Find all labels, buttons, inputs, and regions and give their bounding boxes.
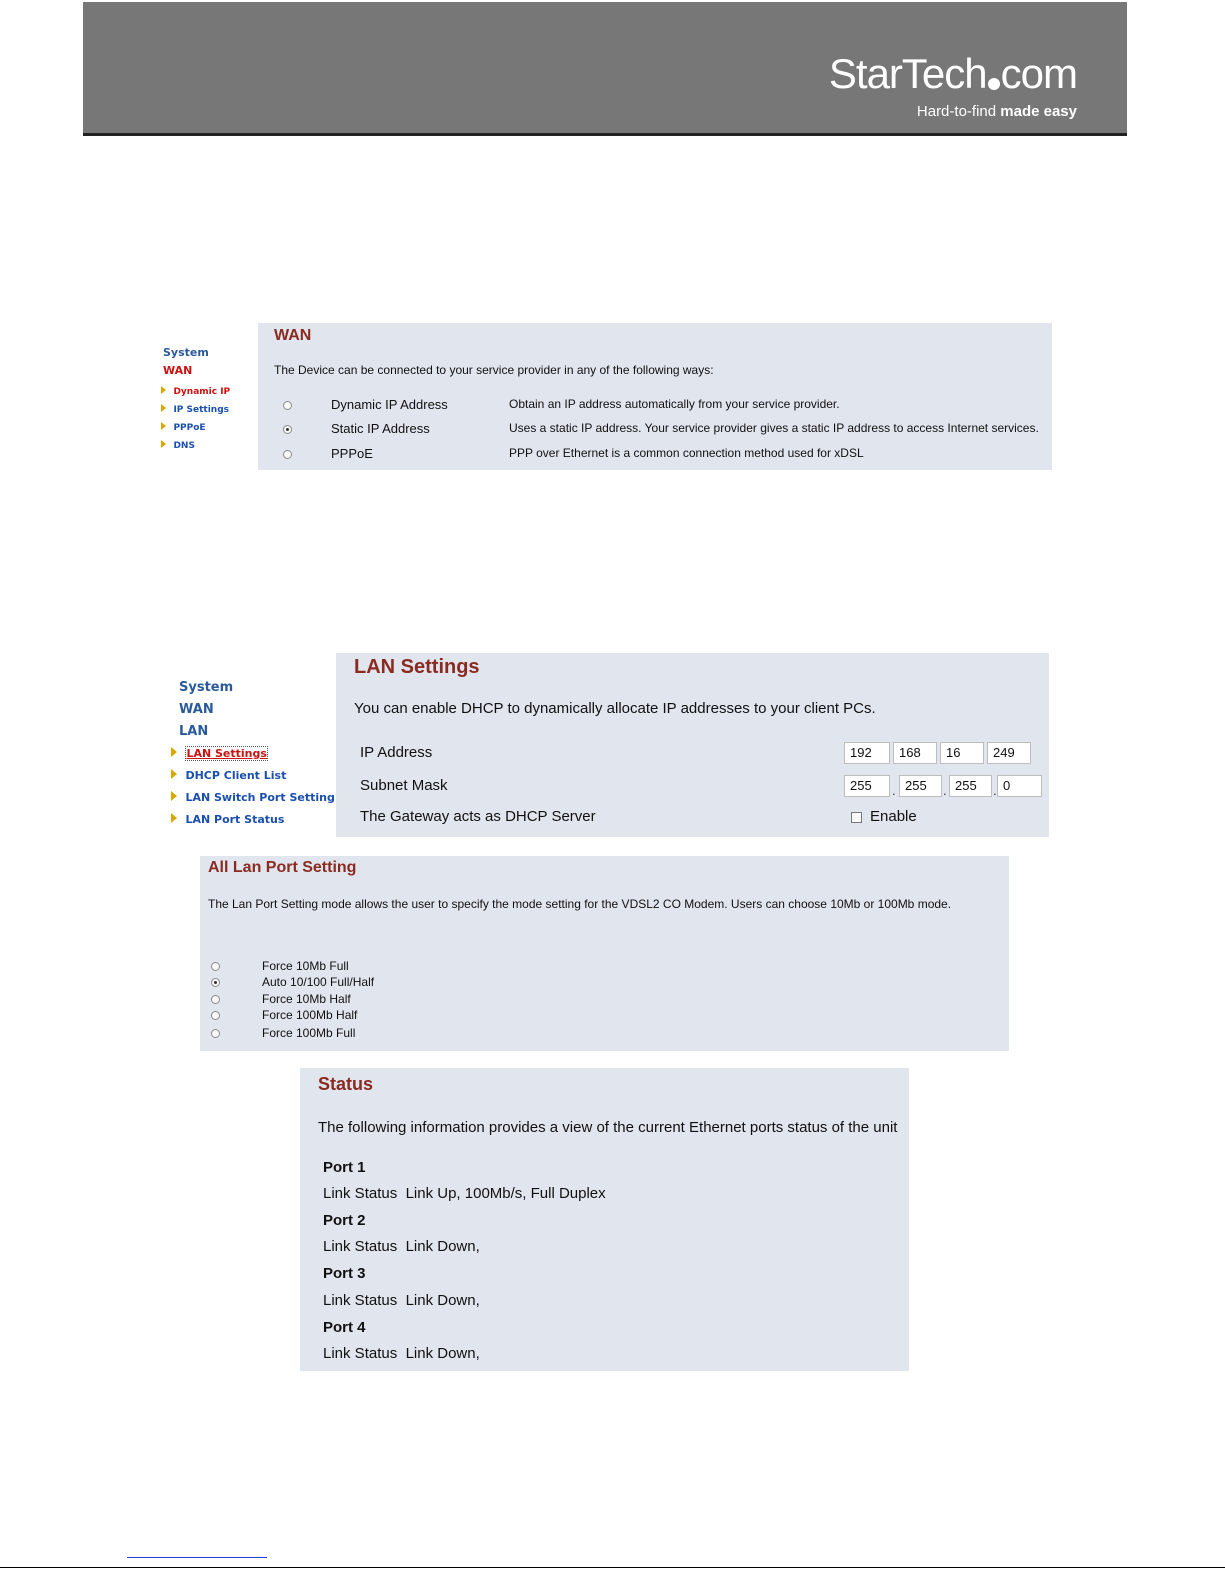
port-name: Port 4 [323,1319,366,1336]
lan-port-setting-panel [200,856,1009,1051]
port-status-row [323,1185,606,1202]
port-setting-intro: The Lan Port Setting mode allows the user to specify the mode setting for the VDSL2 CO Modem. Users can choose 10Mb or 100Mb mode. [208,897,952,911]
subnav-label: LAN Switch Port Setting [185,791,335,804]
mask-dot-separator: . [993,783,997,798]
port-name: Port 3 [323,1265,366,1282]
wan-option-desc: PPP over Ethernet is a common connection method used for xDSL [509,446,864,460]
logo-text-main: StarTech [828,50,987,97]
wan-panel [258,323,1052,470]
link-status-value: Link Up, 100Mb/s, Full Duplex [405,1185,606,1202]
lan-subnav-dhcp-client-list[interactable] [171,766,286,784]
wan-subnav-dns[interactable] [161,435,195,453]
port-mode-radio[interactable] [211,1029,220,1038]
port-status-row [323,1238,480,1255]
wan-subnav-pppoe[interactable] [161,417,206,435]
link-status-value: Link Down, [405,1292,480,1309]
link-status-label: Link Status [323,1238,398,1255]
arrow-right-icon [161,386,166,394]
wan-subnav-ip-settings[interactable] [161,399,229,417]
arrow-right-icon [171,791,177,801]
port-mode-radio[interactable] [211,1011,220,1020]
mask-dot-separator: . [943,783,947,798]
wan-option-desc: Uses a static IP address. Your service provider gives a static IP address to access Internet services. [509,421,1039,435]
arrow-right-icon [161,404,166,412]
subnav-label: IP Settings [173,405,230,415]
port-name: Port 1 [323,1159,366,1176]
port-mode-radio[interactable] [211,962,220,971]
wan-option-desc: Obtain an IP address automatically from your service provider. [509,397,840,411]
port-status-panel [300,1068,909,1371]
port-setting-title: All Lan Port Setting [208,859,357,876]
status-title: Status [318,1074,374,1094]
mask-octet-1-input[interactable]: 255 [844,775,890,797]
startech-logo [829,52,1077,96]
port-mode-label: Force 100Mb Full [262,1026,356,1040]
arrow-right-icon [171,747,177,757]
logo-text-suffix: com [1000,50,1077,97]
mask-octet-3-input[interactable]: 255 [949,775,992,797]
lan-nav-lan[interactable]: LAN [179,724,209,739]
wan-nav-wan[interactable]: WAN [163,364,193,377]
lan-settings-panel [336,653,1049,837]
port-name: Port 2 [323,1212,366,1229]
port-mode-radio[interactable] [211,995,220,1004]
tagline-light: Hard-to-find [916,103,1001,120]
ip-octet-4-input[interactable]: 249 [987,742,1031,764]
subnav-label: LAN Port Status [185,813,285,826]
link-status-value: Link Down, [405,1345,480,1362]
wan-subnav-dynamic-ip[interactable] [161,381,230,399]
subnav-label: PPPoE [173,423,206,433]
mask-octet-2-input[interactable]: 255 [899,775,942,797]
footer-link-underline[interactable] [127,1557,267,1558]
logo-tagline [917,103,1077,120]
ip-octet-1-input[interactable]: 192 [844,742,890,764]
lan-subnav-port-status[interactable] [171,810,284,828]
arrow-right-icon [161,440,166,448]
port-mode-label: Force 10Mb Full [262,959,349,973]
subnav-label: DNS [173,441,195,451]
wan-title: WAN [274,327,312,344]
footer-divider [0,1567,1225,1568]
lan-nav-wan[interactable]: WAN [179,702,214,717]
ip-octet-2-input[interactable]: 168 [893,742,937,764]
link-status-value: Link Down, [405,1238,480,1255]
subnav-label: Dynamic IP [173,387,231,397]
ip-octet-3-input[interactable]: 16 [940,742,984,764]
subnav-label: DHCP Client List [185,769,287,782]
wan-radio-dynamic[interactable] [283,401,292,410]
lan-settings-intro: You can enable DHCP to dynamically allocate IP addresses to your client PCs. [354,700,876,717]
port-mode-label: Force 100Mb Half [262,1008,358,1022]
arrow-right-icon [161,422,166,430]
port-mode-label: Auto 10/100 Full/Half [262,975,375,989]
mask-octet-4-input[interactable]: 0 [997,775,1042,797]
lan-settings-title: LAN Settings [354,656,480,678]
logo-dot-icon [988,78,1000,90]
lan-subnav-lan-settings[interactable] [171,744,268,762]
arrow-right-icon [171,813,177,823]
link-status-label: Link Status [323,1292,398,1309]
link-status-label: Link Status [323,1185,398,1202]
subnav-label: LAN Settings [186,747,267,760]
port-mode-label: Force 10Mb Half [262,992,351,1006]
header-divider [83,133,1127,136]
lan-subnav-switch-port-setting[interactable] [171,788,335,806]
wan-nav-system[interactable]: System [163,346,209,359]
subnet-mask-label: Subnet Mask [360,777,448,794]
wan-radio-pppoe[interactable] [283,450,292,459]
ip-address-label: IP Address [360,744,433,761]
wan-radio-static[interactable] [283,425,292,434]
dhcp-enable-label: Enable [870,808,917,825]
arrow-right-icon [171,769,177,779]
tagline-bold: made easy [1000,103,1077,120]
port-mode-radio[interactable] [211,978,220,987]
dhcp-enable-checkbox[interactable] [851,812,862,823]
port-status-row [323,1292,480,1309]
link-status-label: Link Status [323,1345,398,1362]
mask-dot-separator: . [892,783,896,798]
wan-intro: The Device can be connected to your service provider in any of the following ways: [274,363,714,377]
lan-nav-system[interactable]: System [179,680,234,695]
status-intro: The following information provides a view of the current Ethernet ports status of the unit [318,1119,898,1136]
wan-option-label: PPPoE [331,446,373,461]
dhcp-server-label: The Gateway acts as DHCP Server [360,808,596,825]
wan-option-label: Dynamic IP Address [331,397,448,412]
port-status-row [323,1345,480,1362]
header-banner [83,2,1127,134]
wan-option-label: Static IP Address [331,421,430,436]
